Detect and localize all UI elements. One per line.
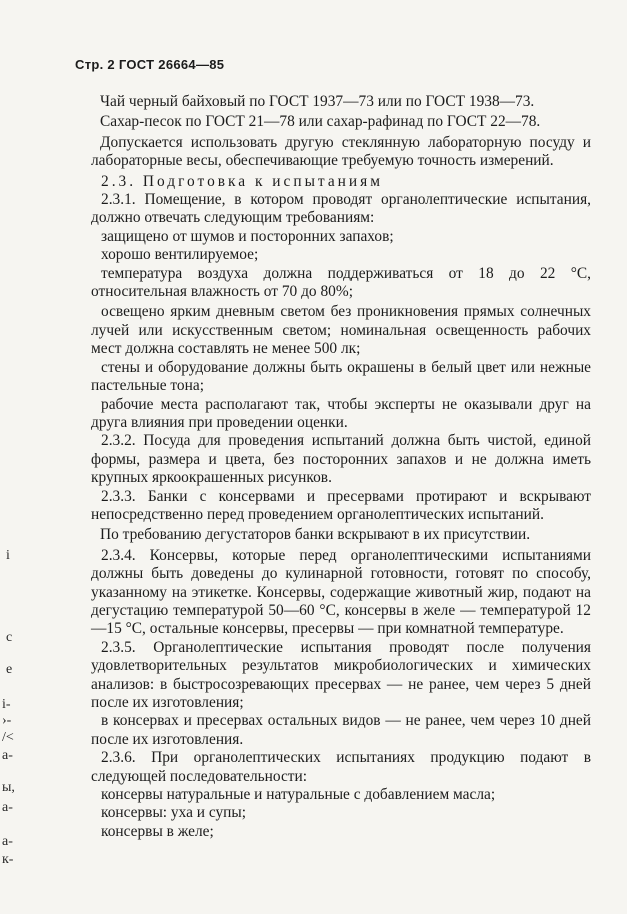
margin-fragment: і — [6, 548, 10, 563]
margin-fragment: с — [6, 630, 13, 645]
margin-fragment: /< — [2, 730, 14, 745]
margin-fragment: а- — [2, 748, 13, 763]
margin-fragment: к- — [2, 852, 14, 867]
list-item: консервы: уха и супы; — [101, 804, 247, 822]
paragraph: Чай черный байховый по ГОСТ 1937—73 или по ГОСТ 1938—73. — [100, 93, 535, 110]
margin-fragment: а- — [2, 834, 13, 849]
paragraph: 2.3.2. Посуда для проведения испытаний должна быть чистой, единой формы, размера и цвета, без посторонних запахов и не должна иметь крупных яркоокрашенных рисунков. — [91, 432, 591, 487]
paragraph: 2.3.3. Банки с консервами и пресервами протирают и вскрывают непосредственно перед проведением органолептических испытаний. — [91, 487, 591, 523]
paragraph: 2.3.4. Консервы, которые перед органолептическими испытаниями должны быть доведены до кулинарной готовности, готовят по способу, указанному на этикетке. Консервы, содержащие животный жир, подают на дегустацию температурой 50—60 °С, консервы в желе — температурой 12—15 °С, остальные консервы, пресервы — при комнатной температуре. — [91, 546, 591, 638]
list-item: стены и оборудование должны быть окрашены в белый цвет или нежные пастельные тона; — [91, 358, 591, 395]
list-item: температура воздуха должна поддерживаться от 18 до 22 °С, относительная влажность от 70 до 80%; — [91, 264, 591, 301]
section-heading: 2.3. Подготовка к испытаниям — [101, 172, 383, 190]
list-item: консервы натуральные и натуральные с добавлением масла; — [101, 786, 496, 804]
paragraph: По требованию дегустаторов банки вскрывают в их присутствии. — [100, 526, 531, 544]
list-item: рабочие места располагают так, чтобы эксперты не оказывали друг на друга влияния при проведении оценки. — [91, 395, 591, 431]
list-item: освещено ярким дневным светом без проникновения прямых солнечных лучей или искусственным светом; номинальная освещенность рабочих мест должна составлять не менее 500 лк; — [91, 303, 591, 358]
list-item: консервы в желе; — [101, 822, 214, 840]
paragraph: 2.3.6. При органолептических испытаниях продукцию подают в следующей последовательности: — [91, 749, 591, 785]
margin-fragment: і- — [2, 697, 11, 712]
paragraph: 2.3.1. Помещение, в котором проводят органолептические испытания, должно отвечать следующим требованиям: — [91, 191, 591, 227]
page-header: Стр. 2 ГОСТ 26664—85 — [75, 57, 225, 72]
margin-fragment: ›- — [2, 713, 12, 728]
list-item: в консервах и пресервах остальных видов — не ранее, чем через 10 дней после их изготовления. — [91, 712, 591, 748]
list-item: защищено от шумов и посторонних запахов; — [101, 227, 394, 245]
margin-fragment: а- — [2, 800, 13, 815]
margin-fragment: е — [6, 662, 13, 677]
paragraph: Сахар-песок по ГОСТ 21—78 или сахар-рафинад по ГОСТ 22—78. — [100, 113, 541, 131]
paragraph: Допускается использовать другую стеклянную лабораторную посуду и лабораторные весы, обеспечивающие требуемую точность измерений. — [91, 133, 591, 170]
document-body — [91, 93, 591, 841]
list-item: хорошо вентилируемое; — [101, 246, 259, 264]
margin-fragment: ы, — [2, 780, 15, 795]
paragraph: 2.3.5. Органолептические испытания проводят после получения удовлетворительных результатов микробиологических и химических анализов: в быстросозревающих пресервах — не ранее, чем через 5 дней после их изготовления; — [91, 638, 591, 711]
